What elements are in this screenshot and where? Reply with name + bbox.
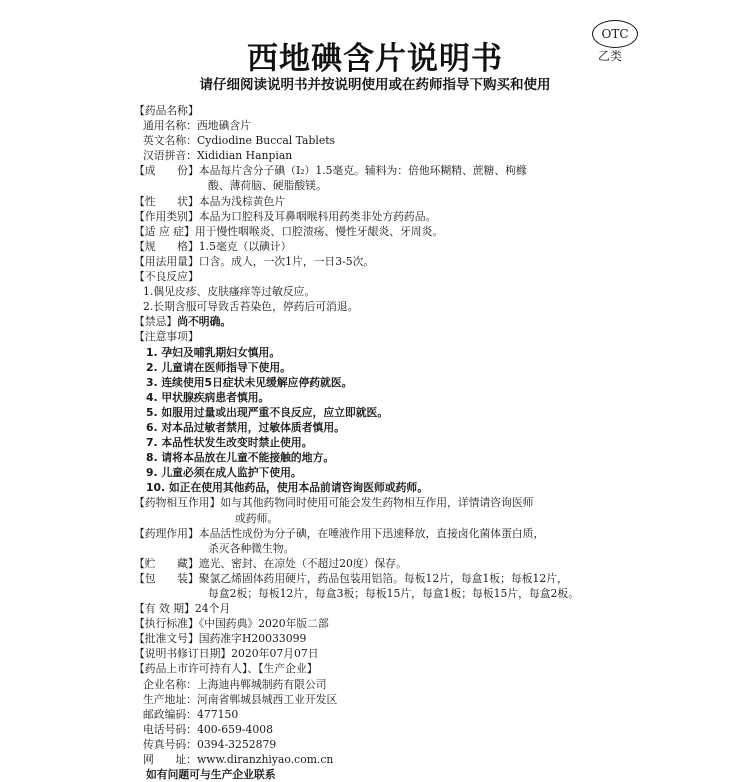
- indications-label: 【适 应 症】: [134, 224, 195, 238]
- drug-name-heading: 【药品名称】: [134, 104, 199, 117]
- storage-label: 【贮 藏】: [134, 556, 199, 570]
- precaution-item: 2. 儿童请在医师指导下使用。: [146, 360, 291, 374]
- interactions-text: 如与其他药物同时使用可能会发生药物相互作用，详情请咨询医师: [220, 496, 534, 510]
- precaution-item: 4. 甲状腺疾病患者慎用。: [146, 390, 270, 404]
- contact-notice: 如有问题可与生产企业联系: [146, 768, 276, 782]
- package-row: [134, 571, 634, 586]
- package-label: 【包 装】: [134, 571, 199, 585]
- otc-class-label: 乙类: [598, 49, 623, 63]
- approval-label: 【批准文号】: [134, 632, 199, 646]
- leaflet-content: [134, 103, 634, 782]
- pharmacology-label: 【药理作用】: [134, 526, 199, 540]
- precaution-item: 8. 请将本品放在儿童不能接触的地方。: [146, 451, 335, 465]
- precaution-item: 9. 儿童必须在成人监护下使用。: [146, 466, 302, 480]
- phone-number: 电话号码：400-659-4008: [143, 722, 273, 736]
- precaution-item: 6. 对本品过敏者禁用，过敏体质者慎用。: [146, 420, 345, 434]
- category-row: [134, 209, 634, 224]
- composition-text-cont: 酸、薄荷脑、硬脂酸镁。: [208, 179, 327, 193]
- storage-row: [134, 556, 634, 571]
- indications-row: [134, 224, 634, 239]
- interactions-text-cont: 或药师。: [235, 511, 279, 525]
- appearance-row: [134, 194, 634, 209]
- adverse-item: 2.长期含服可导致舌苔染色，停药后可消退。: [143, 300, 359, 314]
- precaution-item: 5. 如服用过量或出现严重不良反应，应立即就医。: [146, 405, 389, 419]
- precautions-heading: 【注意事项】: [134, 330, 199, 344]
- adverse-item: 1.偶见皮疹、皮肤瘙痒等过敏反应。: [143, 285, 316, 299]
- holder-heading: 【药品上市许可持有人】、【生产企业】: [134, 662, 318, 676]
- revision-text: 2020年07月07日: [231, 647, 319, 661]
- category-text: 本品为口腔科及耳鼻咽喉科用药类非处方药药品。: [198, 209, 437, 223]
- pharmacology-text-cont: 杀灭各种微生物。: [208, 541, 295, 555]
- composition-text: 本品每片含分子碘（I₂）1.5毫克。辅料为：倍他环糊精、蔗糖、枸橼: [198, 164, 527, 178]
- document-subtitle: 请仔细阅读说明书并按说明使用或在药师指导下购买和使用: [199, 77, 551, 93]
- dosage-label: 【用法用量】: [134, 254, 199, 268]
- precaution-item: 10. 如正在使用其他药品，使用本品前请咨询医师或药师。: [146, 481, 429, 495]
- specification-row: [134, 239, 634, 254]
- composition-row: [134, 163, 634, 178]
- dosage-text: 口含。成人，一次1片，一日3-5次。: [198, 254, 375, 268]
- revision-label: 【说明书修订日期】: [134, 647, 232, 661]
- validity-row: [134, 601, 634, 616]
- specification-label: 【规 格】: [134, 239, 199, 253]
- storage-text: 遮光、密封、在凉处（不超过20度）保存。: [198, 556, 407, 570]
- contraindications-row: [134, 314, 634, 329]
- website: 网 址：www.diranzhiyao.com.cn: [143, 753, 334, 767]
- approval-row: [134, 631, 634, 646]
- otc-badge: OTC: [592, 20, 638, 48]
- category-label: 【作用类别】: [134, 209, 199, 223]
- common-name: 通用名称：西地碘含片: [143, 119, 251, 133]
- contraindications-label: 【禁忌】: [134, 315, 178, 329]
- pharmacology-row: [134, 526, 634, 541]
- package-text-cont: 每盒2板；每板12片，每盒3板；每板15片，每盒1板；每板15片，每盒2板。: [208, 587, 580, 600]
- appearance-label: 【性 状】: [134, 194, 199, 208]
- interactions-label: 【药物相互作用】: [134, 496, 221, 510]
- pinyin-name: 汉语拼音：Xididian Hanpian: [143, 149, 293, 163]
- english-name: 英文名称：Cydiodine Buccal Tablets: [143, 134, 336, 148]
- specification-text: 1.5毫克（以碘计）: [198, 239, 292, 253]
- standard-row: [134, 616, 634, 631]
- fax-number: 传真号码：0394-3252879: [143, 737, 277, 751]
- standard-text: 《中国药典》2020年版二部: [198, 617, 329, 631]
- validity-label: 【有 效 期】: [134, 602, 195, 616]
- document-title: 西地碘含片说明书: [247, 41, 503, 77]
- production-address: 生产地址：河南省郸城县城西工业开发区: [143, 692, 338, 706]
- interactions-row: [134, 495, 634, 510]
- composition-label: 【成 份】: [134, 164, 199, 178]
- approval-text: 国药准字H20033099: [198, 632, 307, 646]
- revision-row: [134, 646, 634, 661]
- adverse-heading: 【不良反应】: [134, 270, 199, 284]
- contraindications-text: 尚不明确。: [177, 315, 232, 329]
- standard-label: 【执行标准】: [134, 617, 199, 631]
- pharmacology-text: 本品活性成份为分子碘，在唾液作用下迅速释放，直接卤化菌体蛋白质，: [198, 526, 545, 540]
- dosage-row: [134, 254, 634, 269]
- precaution-item: 3. 连续使用5日症状未见缓解应停药就医。: [146, 375, 353, 389]
- validity-text: 24个月: [194, 602, 231, 616]
- postcode: 邮政编码：477150: [143, 707, 239, 721]
- company-name: 企业名称：上海迪冉郸城制药有限公司: [143, 677, 327, 691]
- precaution-item: 1. 孕妇及哺乳期妇女慎用。: [146, 345, 281, 359]
- precaution-item: 7. 本品性状发生改变时禁止使用。: [146, 436, 313, 450]
- package-text: 聚氯乙烯固体药用硬片，药品包装用铝箔。每板12片，每盒1板；每板12片，: [198, 571, 568, 585]
- appearance-text: 本品为浅棕黄色片: [198, 194, 286, 208]
- indications-text: 用于慢性咽喉炎、口腔溃疡、慢性牙龈炎、牙周炎。: [194, 224, 444, 238]
